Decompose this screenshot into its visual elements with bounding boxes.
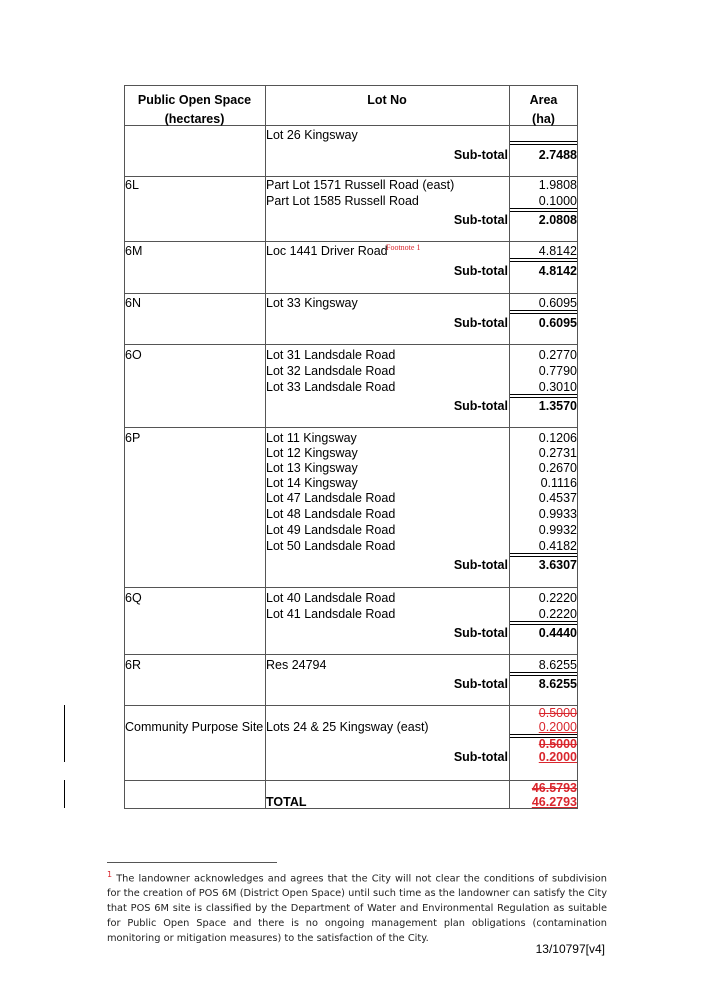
pos-id: 6N — [125, 296, 141, 310]
subtotal-label: Sub-total — [453, 148, 508, 162]
footnote-reference[interactable]: Footnote 1 — [386, 243, 421, 252]
lot-cell: Part Lot 1571 Russell Road (east) — [266, 178, 455, 192]
area-cell: 0.7790 — [538, 364, 577, 378]
row-rule — [124, 344, 578, 345]
lot-cell: Lot 48 Landsdale Road — [266, 507, 396, 521]
header-area: Area — [529, 93, 558, 107]
area-cell: 0.9933 — [538, 507, 577, 521]
area-cell: 0.6095 — [538, 296, 577, 310]
header-pos-unit: (hectares) — [164, 112, 225, 126]
area-cell: 0.9932 — [538, 523, 577, 537]
subtotal-deleted: 0.5000 — [538, 737, 577, 751]
area-cell: 0.2220 — [538, 591, 577, 605]
lot-cell: Lot 47 Landsdale Road — [266, 491, 396, 505]
change-bar — [64, 705, 65, 762]
area-deleted: 0.5000 — [538, 706, 577, 720]
area-cell: 0.1000 — [538, 194, 577, 208]
lot-cell: Lot 14 Kingsway — [266, 476, 358, 490]
lot-cell: Lot 40 Landsdale Road — [266, 591, 396, 605]
subtotal-label: Sub-total — [453, 264, 508, 278]
subtotal-inserted: 0.2000 — [538, 750, 577, 764]
subtotal-value: 8.6255 — [538, 677, 577, 691]
header-pos: Public Open Space — [137, 93, 252, 107]
lot-cell: Lot 33 Landsdale Road — [266, 380, 396, 394]
subtotal-label: Sub-total — [453, 213, 508, 227]
row-rule — [124, 176, 578, 177]
pos-id: Community Purpose Site — [125, 720, 264, 734]
area-cell: 4.8142 — [538, 244, 577, 258]
subtotal-value: 3.6307 — [538, 558, 577, 572]
lot-cell: Lot 33 Kingsway — [266, 296, 358, 310]
area-cell: 8.6255 — [538, 658, 577, 672]
total-deleted: 46.5793 — [531, 781, 577, 795]
area-cell: 0.4182 — [538, 539, 577, 553]
header-area-unit: (ha) — [532, 112, 555, 126]
footnote-marker: 1 — [107, 870, 113, 879]
header-lot-no: Lot No — [367, 93, 407, 107]
row-rule — [124, 654, 578, 655]
lot-cell: Lot 31 Landsdale Road — [266, 348, 396, 362]
lot-cell: Lot 11 Kingsway — [266, 431, 357, 445]
subtotal-value: 1.3570 — [538, 399, 577, 413]
footnote-separator — [107, 862, 277, 863]
pos-id: 6P — [125, 431, 141, 445]
lot-cell: Lot 41 Landsdale Road — [266, 607, 396, 621]
lot-cell: Lot 26 Kingsway — [266, 128, 358, 142]
area-cell: 0.1206 — [538, 431, 577, 445]
area-cell: 0.2770 — [538, 348, 577, 362]
lot-cell: Lot 49 Landsdale Road — [266, 523, 396, 537]
pos-id: 6M — [125, 244, 143, 258]
subtotal-value: 0.6095 — [538, 316, 577, 330]
area-cell: 1.9808 — [538, 178, 577, 192]
subtotal-label: Sub-total — [453, 316, 508, 330]
total-inserted: 46.2793 — [531, 795, 577, 809]
lot-cell: Lots 24 & 25 Kingsway (east) — [266, 720, 429, 734]
area-cell: 0.4537 — [538, 491, 577, 505]
subtotal-label: Sub-total — [453, 677, 508, 691]
subtotal-value: 0.4440 — [538, 626, 577, 640]
lot-cell: Lot 32 Landsdale Road — [266, 364, 396, 378]
subtotal-value: 4.8142 — [538, 264, 577, 278]
area-cell: 0.2731 — [538, 446, 577, 460]
footnote — [107, 867, 607, 946]
lot-cell: Res 24794 — [266, 658, 327, 672]
footnote-text: The landowner acknowledges and agrees that the City will not clear the conditions of subdivision for the creation of POS 6M (District Open Space) until such time as the landowner can satisfy the City that POS 6M site is classified by the Department of Water and Environmental Regulation as suitable for Public Open Space and there is no ongoing management plan obligations (contamination monitoring or mitigation measures) to the satisfaction of the City. — [107, 873, 607, 945]
lot-cell: Lot 12 Kingsway — [266, 446, 358, 460]
lot-cell: Lot 13 Kingsway — [266, 461, 358, 475]
total-label: TOTAL — [266, 795, 307, 809]
row-rule — [124, 241, 578, 242]
document-reference: 13/10797[v4] — [535, 942, 605, 956]
row-rule — [124, 587, 578, 588]
area-cell: 0.2220 — [538, 607, 577, 621]
pos-id: 6R — [125, 658, 141, 672]
area-inserted: 0.2000 — [538, 720, 577, 734]
subtotal-value: 2.0808 — [538, 213, 577, 227]
pos-id: 6L — [125, 178, 139, 192]
lot-cell: Loc 1441 Driver Road — [266, 244, 388, 258]
row-rule — [124, 293, 578, 294]
lot-cell: Part Lot 1585 Russell Road — [266, 194, 419, 208]
area-cell: 0.1116 — [540, 476, 577, 490]
area-cell: 0.2670 — [538, 461, 577, 475]
lot-cell: Lot 50 Landsdale Road — [266, 539, 396, 553]
subtotal-label: Sub-total — [453, 626, 508, 640]
subtotal-label: Sub-total — [453, 399, 508, 413]
row-rule — [124, 427, 578, 428]
subtotal-label: Sub-total — [453, 750, 508, 764]
subtotal-value: 2.7488 — [538, 148, 577, 162]
change-bar — [64, 780, 65, 808]
pos-id: 6Q — [125, 591, 142, 605]
pos-id: 6O — [125, 348, 142, 362]
subtotal-label: Sub-total — [453, 558, 508, 572]
area-cell: 0.3010 — [538, 380, 577, 394]
